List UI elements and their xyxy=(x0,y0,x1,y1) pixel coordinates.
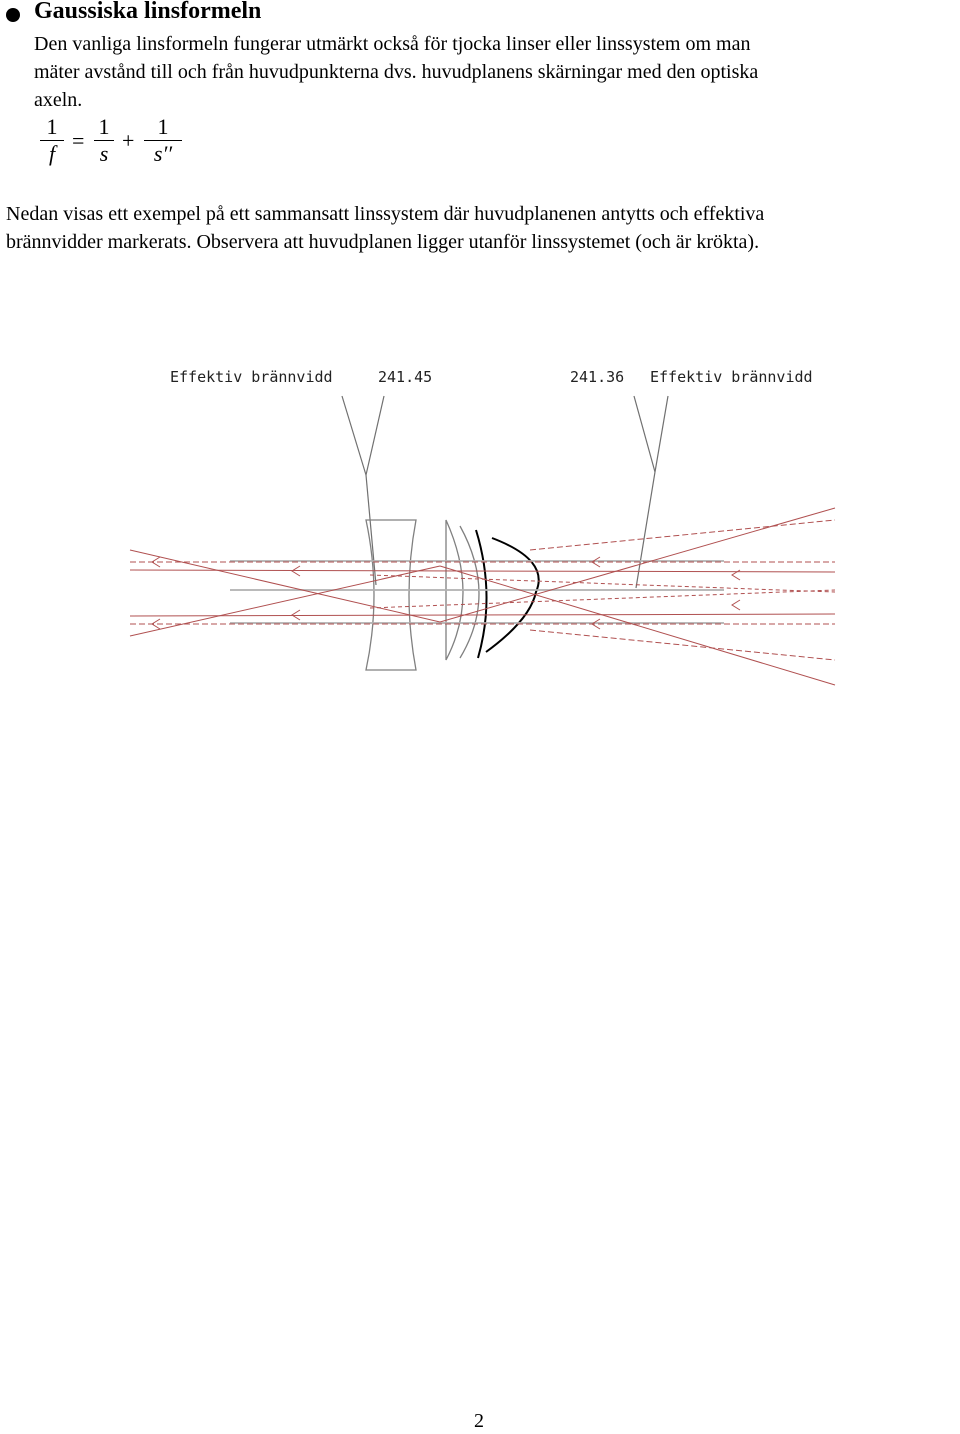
paragraph-line: mäter avstånd till och från huvudpunkterna dvs. huvudplanens skärningar med den optiska xyxy=(34,61,759,83)
lens-diagram xyxy=(120,360,840,700)
fraction-term1 xyxy=(94,114,114,167)
paragraph-line: axeln. xyxy=(34,89,83,111)
focal-cone-right xyxy=(634,396,668,588)
numerator: 1 xyxy=(157,114,169,139)
principal-plane-left xyxy=(476,530,487,658)
plus-sign: + xyxy=(122,128,135,153)
paragraph-line: Den vanliga linsformeln fungerar utmärkt också för tjocka linser eller linssystem om man xyxy=(34,33,751,55)
denominator: s′′ xyxy=(153,141,173,166)
section-heading: Gaussiska linsformeln xyxy=(34,0,262,24)
fraction-lhs xyxy=(40,114,64,167)
ray-traces xyxy=(130,508,835,685)
focal-length-label-right: Effektiv brännvidd xyxy=(650,368,813,386)
focal-cone-left xyxy=(342,396,384,585)
focal-length-value-left: 241.45 xyxy=(378,368,433,386)
denominator: f xyxy=(48,141,56,166)
biconcave-lens xyxy=(366,520,416,670)
lens-formula xyxy=(40,114,200,174)
lens-system-figure xyxy=(120,360,840,700)
intro-paragraph xyxy=(34,30,958,114)
paragraph-line: brännvidder markerats. Observera att huvudplanen ligger utanför linssystemet (och är krökta). xyxy=(6,231,760,253)
denominator: s xyxy=(99,141,109,166)
principal-plane-right xyxy=(486,538,539,652)
focal-length-label-left: Effektiv brännvidd xyxy=(170,368,333,386)
page-number: 2 xyxy=(474,1410,484,1432)
equals-sign: = xyxy=(72,128,85,153)
paragraph-line: Nedan visas ett exempel på ett sammansatt linssystem där huvudplanenen antytts och effektiva xyxy=(6,203,765,225)
focal-length-value-right: 241.36 xyxy=(570,368,625,386)
example-paragraph xyxy=(6,200,958,256)
fraction-term2 xyxy=(144,114,182,167)
bullet-icon xyxy=(6,8,20,22)
numerator: 1 xyxy=(46,114,58,139)
numerator: 1 xyxy=(98,114,110,139)
